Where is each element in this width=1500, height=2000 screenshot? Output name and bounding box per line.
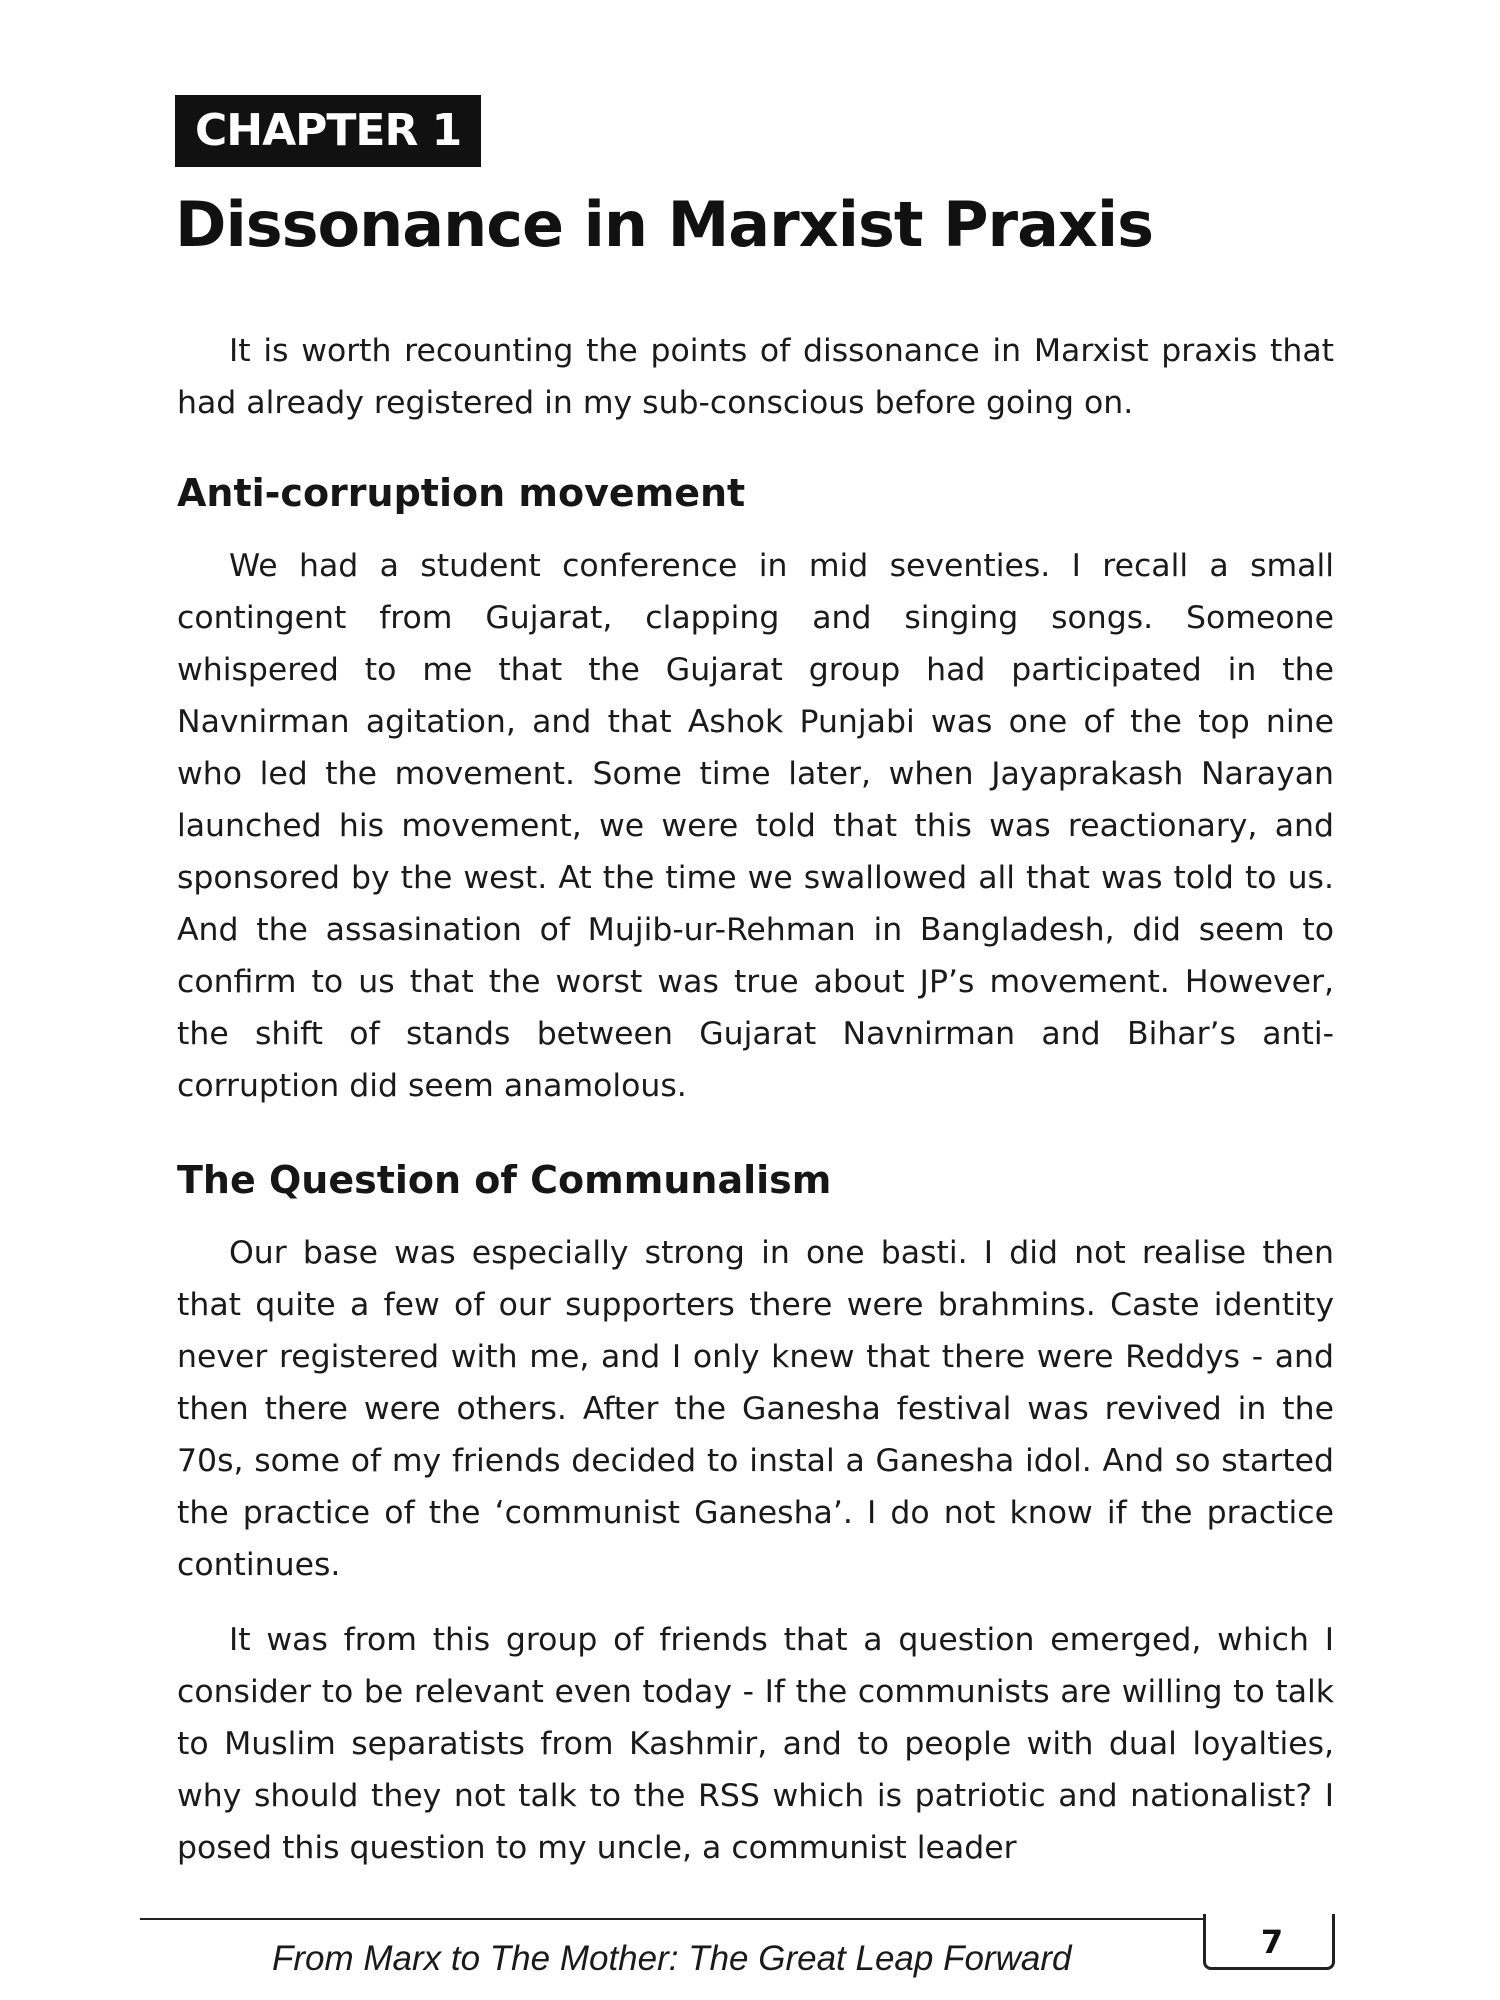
footer-rule: [140, 1918, 1335, 1920]
intro-paragraph: It is worth recounting the points of dissonance in Marxist praxis that had already registered in my sub-conscious before going on.: [177, 333, 1334, 421]
section-heading-anti-corruption: Anti-corruption movement: [177, 471, 746, 515]
paragraph-communalism-2: It was from this group of friends that a question emerged, which I consider to be relevant even today - If the communists are willing to talk to Muslim separatists from Kashmir, and to people with dual loyalties, why should they not talk to the RSS which is patriotic and nationalist? I posed this question to my uncle, a communist leader: [177, 1622, 1334, 1866]
chapter-label: CHAPTER 1: [175, 95, 481, 167]
page-number-box: [1203, 1914, 1335, 1970]
page-number: 7: [1260, 1923, 1284, 1961]
footer-book-title: From Marx to The Mother: The Great Leap Forward: [272, 1939, 1072, 1978]
chapter-title: Dissonance in Marxist Praxis: [175, 188, 1154, 261]
section-heading-communalism: The Question of Communalism: [177, 1158, 832, 1202]
paragraph-anti-corruption: We had a student conference in mid seventies. I recall a small contingent from Gujarat, clapping and singing songs. Someone whispered to me that the Gujarat group had participated in the Navnirman agitation, and that Ashok Punjabi was one of the top nine who led the movement. Some time later, when Jayaprakash Narayan launched his movement, we were told that this was reactionary, and sponsored by the west. At the time we swallowed all that was told to us. And the assasination of Mujib-ur-Rehman in Bangladesh, did seem to confirm to us that the worst was true about JP’s movement. However, the shift of stands between Gujarat Navnirman and Bihar’s anti-corruption did seem anamolous.: [177, 548, 1334, 1104]
paragraph-communalism-1: Our base was especially strong in one basti. I did not realise then that quite a few of our supporters there were brahmins. Caste identity never registered with me, and I only knew that there were Reddys - and then there were others. After the Ganesha festival was revived in the 70s, some of my friends decided to instal a Ganesha idol. And so started the practice of the ‘communist Ganesha’. I do not know if the practice continues.: [177, 1235, 1334, 1583]
